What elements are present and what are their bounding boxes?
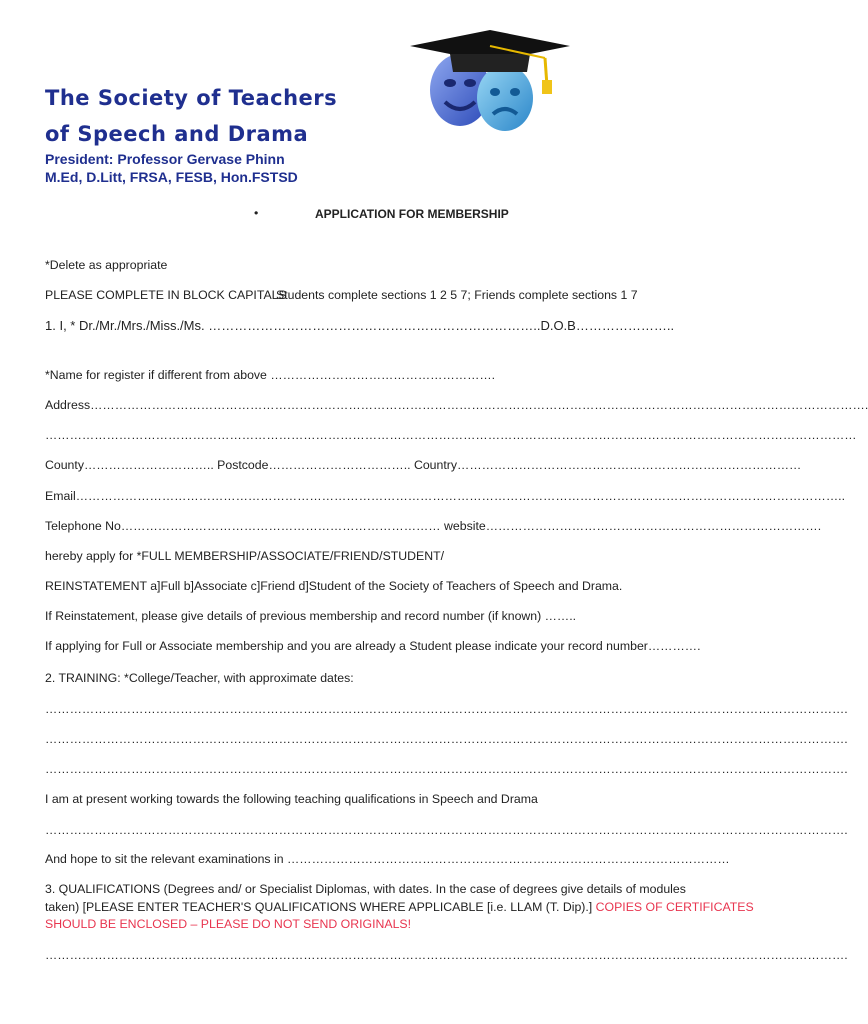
training-field-2[interactable]: ……………………………………………………………………………………………………………………………………………………………………………. [45, 732, 848, 746]
reinstatement-details-field[interactable]: If Reinstatement, please give details of previous membership and record number (if known) …….. [45, 609, 577, 623]
reinstatement-line: REINSTATEMENT a]Full b]Associate c]Friend d]Student of the Society of Teachers of Speech and Drama. [45, 579, 623, 593]
qualifications-field[interactable]: ……………………………………………………………………………………………………………………………………………………………………………. [45, 948, 848, 962]
membership-type-line: hereby apply for *FULL MEMBERSHIP/ASSOCIATE/FRIEND/STUDENT/ [45, 549, 445, 563]
training-heading: 2. TRAINING: *College/Teacher, with approximate dates: [45, 671, 354, 685]
society-title-line-1: The Society of Teachers [45, 86, 338, 110]
working-towards-line: I am at present working towards the following teaching qualifications in Speech and Drama [45, 792, 538, 806]
mortarboard-theatre-masks-icon [405, 28, 575, 133]
delete-note: *Delete as appropriate [45, 258, 168, 272]
sections-note: Students complete sections 1 2 5 7; Friends complete sections 1 7 [276, 288, 638, 302]
training-field-1[interactable]: ……………………………………………………………………………………………………………………………………………………………………………. [45, 702, 848, 716]
working-towards-field[interactable]: ……………………………………………………………………………………………………………………………………………………………………………. [45, 823, 848, 837]
student-record-field[interactable]: If applying for Full or Associate membership and you are already a Student please indicate your record number…………. [45, 639, 701, 653]
president-name: President: Professor Gervase Phinn [45, 151, 285, 167]
email-field[interactable]: Email…………………………………………………………………………………………………………………………………………………………………….. [45, 489, 845, 503]
address-field-2[interactable]: ……………………………………………………………………………………………………………………………………………………………………………… [45, 428, 857, 442]
register-name-field[interactable]: *Name for register if different from above ………………………………………………. [45, 368, 496, 382]
examinations-field[interactable]: And hope to sit the relevant examinations in ……………………………………………………………………………………………… [45, 852, 730, 866]
society-title-line-2: of Speech and Drama [45, 122, 309, 146]
president-credentials: M.Ed, D.Litt, FRSA, FESB, Hon.FSTSD [45, 169, 298, 185]
bullet: • [254, 206, 259, 220]
block-capitals-note: PLEASE COMPLETE IN BLOCK CAPITALS [45, 288, 287, 302]
telephone-website-field[interactable]: Telephone No…………………………………………………………………… website………………………………………………………………………. [45, 519, 822, 533]
form-heading: APPLICATION FOR MEMBERSHIP [315, 207, 509, 221]
county-postcode-country-field[interactable]: County………………………….. Postcode…………………………….. Country………………………………………………………………………… [45, 458, 802, 472]
certificates-warning-2: SHOULD BE ENCLOSED – PLEASE DO NOT SEND ORIGINALS! [45, 917, 412, 931]
certificates-warning-1: COPIES OF CERTIFICATES [595, 900, 754, 914]
name-field[interactable]: 1. I, * Dr./Mr./Mrs./Miss./Ms. …………………………………………………………………..D.O.B………………….. [45, 318, 675, 333]
qualifications-instructions [45, 900, 754, 914]
qualifications-heading: 3. QUALIFICATIONS (Degrees and/ or Specialist Diplomas, with dates. In the case of degrees give details of modules [45, 882, 686, 896]
address-field-1[interactable]: Address………………………………………………………………………………………………………………………………………………………………………. [45, 398, 868, 412]
training-field-3[interactable]: ……………………………………………………………………………………………………………………………………………………………………………. [45, 762, 848, 776]
qualifications-instructions-text: taken) [PLEASE ENTER TEACHER'S QUALIFICATIONS WHERE APPLICABLE [i.e. LLAM (T. Dip).] [45, 900, 596, 914]
